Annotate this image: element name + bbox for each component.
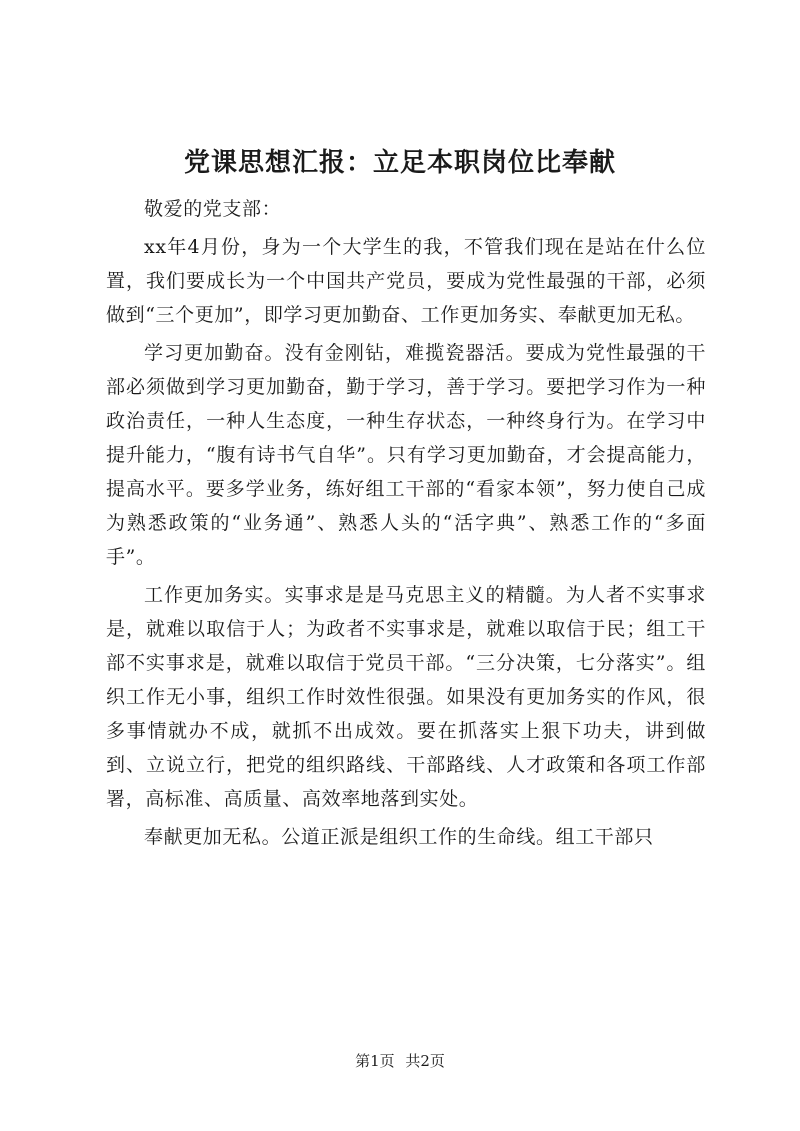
document-title: 党课思想汇报：立足本职岗位比奉献 [183,148,616,178]
paragraph-work: 工作更加务实。实事求是是马克思主义的精髓。为人者不实事求是，就难以取信于人；为政者不实事求是，就难以取信于民；组工干部不实事求是，就难以取信于党员干部。“三分决策，七分落实”。组织工作无小事，组织工作时效性很强。如果没有更加务实的作风，很多事情就办不成，就抓不出成效。要在抓落实上狠下功夫，讲到做到、立说立行，把党的组织路线、干部路线、人才政策和各项工作部署，高标准、高质量、高效率地落到实处。 [106,584,706,810]
paragraph-intro: xx年4月份，身为一个大学生的我，不管我们现在是站在什么位置，我们要成长为一个中国共产党员，要成为党性最强的干部，必须做到“三个更加”，即学习更加勤奋、工作更加务实、奉献更加无私。 [106,236,706,326]
document-body [106,192,706,858]
page-footer [0,1051,800,1071]
page-number: 第1页 [355,1052,395,1070]
paragraph-dedication: 奉献更加无私。公道正派是组织工作的生命线。组工干部只 [144,826,654,848]
paragraph-study: 学习更加勤奋。没有金刚钻，难揽瓷器活。要成为党性最强的干部必须做到学习更加勤奋，勤于学习，善于学习。要把学习作为一种政治责任，一种人生态度，一种生存状态，一种终身行为。在学习中提升能力，“腹有诗书气自华”。只有学习更加勤奋，才会提高能力，提高水平。要多学业务，练好组工干部的“看家本领”，努力使自己成为熟悉政策的“业务通”、熟悉人头的“活字典”、熟悉工作的“多面手”。 [106,342,706,568]
salutation: 敬爱的党支部： [144,198,282,220]
page-total: 共2页 [405,1052,445,1070]
